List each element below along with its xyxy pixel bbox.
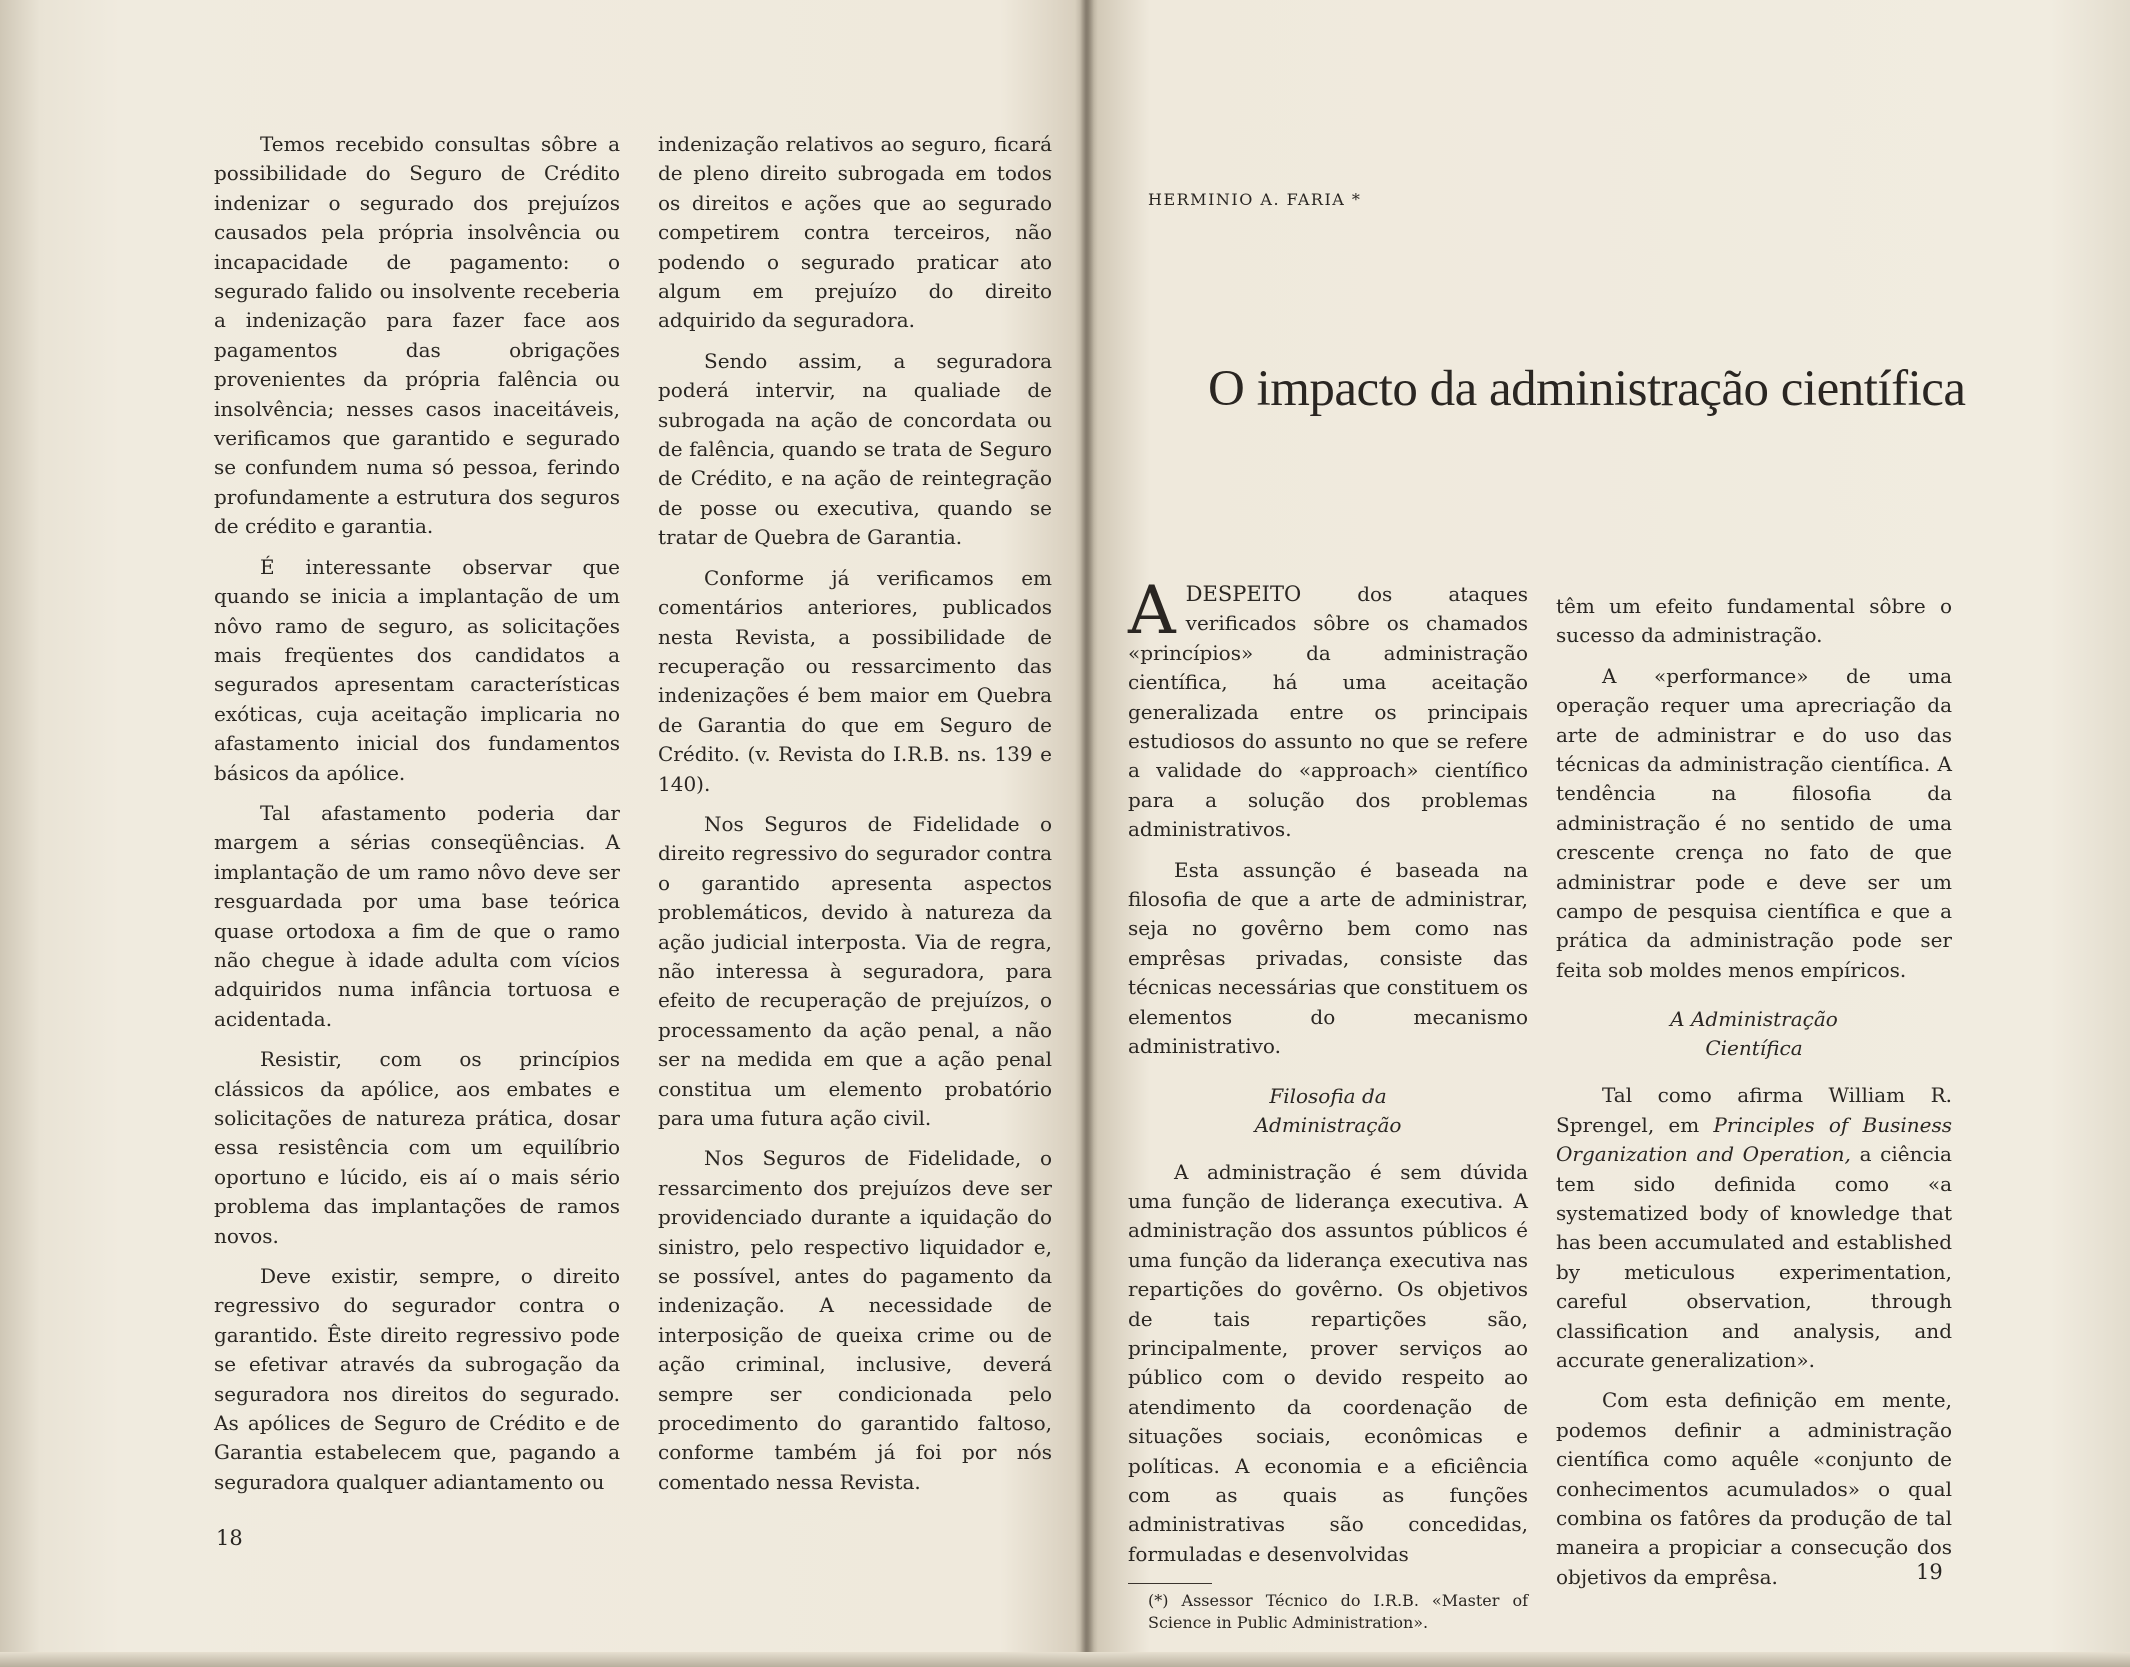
intro-smallcaps: DESPEITO (1185, 582, 1302, 606)
intro-text: dos ataques verificados sôbre os chamados «princípios» da administração científica, há uma aceitação generalizada entre os principais estudiosos do assunto no que se refere a validade do «approach» científico para a solução dos problemas administrativos. (1128, 582, 1528, 842)
paragraph: Deve existir, sempre, o direito regressivo do segurador contra o garantido. Êste direito regressivo pode se efetivar através da subrogação da seguradora nos direitos do segurado. As apólices de Seguro de Crédito e de Garantia estabelecem que, pagando a seguradora qualquer adiantamento ou (214, 1264, 620, 1494)
footnote-mark: (*) (1148, 1591, 1169, 1611)
page-bottom-edge (0, 1652, 2130, 1667)
right-page-column-2 (1556, 592, 1952, 1603)
right-page-column-1 (1128, 572, 1528, 1645)
section-heading-administracao (1556, 1005, 1952, 1063)
heading-line: Científica (1705, 1036, 1803, 1061)
drop-cap: A (1128, 572, 1176, 649)
article-author: HERMINIO A. FARIA * (1148, 190, 1362, 209)
book-title: Principles of Business Organization and Operation, (1556, 1112, 1952, 1167)
paragraph: A «performance» de uma operação requer uma aprecriação da arte de administrar e do uso das técnicas da administração científica. A tendência na filosofia da administração é no sentido de uma crescente crença no fato de que administrar pode e deve ser um campo de pesquisa científica e que a prática da administração pode ser feita sob moldes menos empíricos. (1556, 663, 1952, 982)
book-gutter (1080, 0, 1094, 1667)
paragraph: Nos Seguros de Fidelidade, o ressarcimento dos prejuízos deve ser providenciado durante a iquidação do sinistro, pelo respectivo liquidador e, se possível, antes do pagamento da indenização. A necessidade de interposição de queixa crime ou de ação criminal, inclusive, deverá sempre ser condicionada pelo procedimento do garantido faltoso, conforme também já foi por nós comentado nessa Revista. (658, 1146, 1052, 1494)
page-number-right: 19 (1916, 1560, 1943, 1584)
paragraph: É interessante observar que quando se inicia a implantação de um nôvo ramo de seguro, as solicitações mais freqüentes dos candidatos a segurados apresentam características exóticas, cuja aceitação implicaria no afastamento inicial dos fundamentos básicos da apólice. (214, 554, 620, 785)
heading-line: Administração (1254, 1112, 1402, 1137)
paragraph: Esta assunção é baseada na filosofia de que a arte de administrar, seja no govêrno bem como nas emprêsas privadas, consiste das técnicas necessárias que constituem os elementos do mecanismo administrativo. (1128, 857, 1528, 1059)
page-number-left: 18 (216, 1526, 243, 1550)
intro-paragraph (1128, 572, 1528, 845)
footnote-text: Assessor Técnico do I.R.B. «Master of Science in Public Administration». (1148, 1591, 1528, 1633)
paragraph: Sendo assim, a seguradora poderá intervir, na qualiade de subrogada na ação de concordata ou de falência, quando se trata de Seguro de Crédito, e na ação de reintegração de posse ou executiva, quando se tratar de Quebra de Garantia. (658, 348, 1052, 550)
footnote (1128, 1590, 1528, 1634)
left-page-column-1 (214, 130, 620, 1508)
text: Tal como afirma William R. Sprengel, em (1556, 1083, 1952, 1137)
heading-line: A Administração (1670, 1007, 1838, 1032)
paragraph: Com esta definição em mente, podemos definir a administração científica como aquêle «conjunto de conhecimentos acumulados» o qual combina os fatôres da produção de tal maneira a propiciar a consecução dos objetivos da emprêsa. (1556, 1388, 1952, 1589)
paragraph: indenização relativos ao seguro, ficará de pleno direito subrogada em todos os direitos e ações que ao segurado competirem contra terceiros, não podendo o segurado praticar ato algum em prejuízo do direito adquirido da seguradora. (658, 132, 1052, 333)
paragraph: A administração é sem dúvida uma função de liderança executiva. A administração dos assuntos públicos é uma função da liderança executiva nas repartições do govêrno. Os objetivos de tais repartições são, principalmente, prover serviços ao público com o devido respeito ao atendimento da coordenação de situações sociais, econômicas e políticas. A economia e a eficiência com as quais as funções administrativas são concedidas, formuladas e desenvolvidas (1128, 1159, 1528, 1566)
article-title: O impacto da administração científica (1208, 361, 1966, 417)
paragraph: Tal afastamento poderia dar margem a sérias conseqüências. A implantação de um ramo nôvo deve ser resguardada por uma base teórica quase ortodoxa a fim de que o ramo não chegue à idade adulta com vícios adquiridos numa infância tortuosa e acidentada. (214, 800, 620, 1031)
paragraph: Resistir, com os princípios clássicos da apólice, aos embates e solicitações de natureza prática, dosar essa resistência com um equilíbrio oportuno e lúcido, eis aí o mais sério problema das implantações de ramos novos. (214, 1047, 620, 1248)
paragraph: têm um efeito fundamental sôbre o sucesso da administração. (1556, 594, 1952, 648)
section-heading-filosofia (1128, 1082, 1528, 1140)
heading-line: Filosofia da (1269, 1083, 1387, 1108)
paragraph: Conforme já verificamos em comentários anteriores, publicados nesta Revista, a possibilidade de recuperação ou ressarcimento das indenizações é bem maior em Quebra de Garantia do que em Seguro de Crédito. (v. Revista do I.R.B. ns. 139 e 140). (658, 565, 1052, 796)
text: a ciência tem sido definida como «a systematized body of knowledge that has been accumulated and established by meticulous experimentation, careful observation, through classification and analysis, and accurate generalization». (1556, 1142, 1952, 1372)
paragraph: Nos Seguros de Fidelidade o direito regressivo do segurador contra o garantido apresenta aspectos problemáticos, devido à natureza da ação judicial interposta. Via de regra, não interessa à seguradora, para efeito de recuperação de prejuízos, o processamento da ação penal, a não ser na medida em que a ação penal constitua um elemento probatório para uma futura ação civil. (658, 811, 1052, 1130)
paragraph (1556, 1081, 1952, 1375)
left-page-column-2 (658, 130, 1052, 1508)
footnote-divider (1128, 1583, 1212, 1584)
paragraph: Temos recebido consultas sôbre a possibilidade do Seguro de Crédito indenizar o segurado dos prejuízos causados pela própria insolvência ou incapacidade de pagamento: o segurado falido ou insolvente receberia a indenização para fazer face aos pagamentos das obrigações provenientes da própria falência ou insolvência; nesses casos inaceitáveis, verificamos que garantido e segurado se confundem numa só pessoa, ferindo profundamente a estrutura dos seguros de crédito e garantia. (214, 132, 620, 539)
